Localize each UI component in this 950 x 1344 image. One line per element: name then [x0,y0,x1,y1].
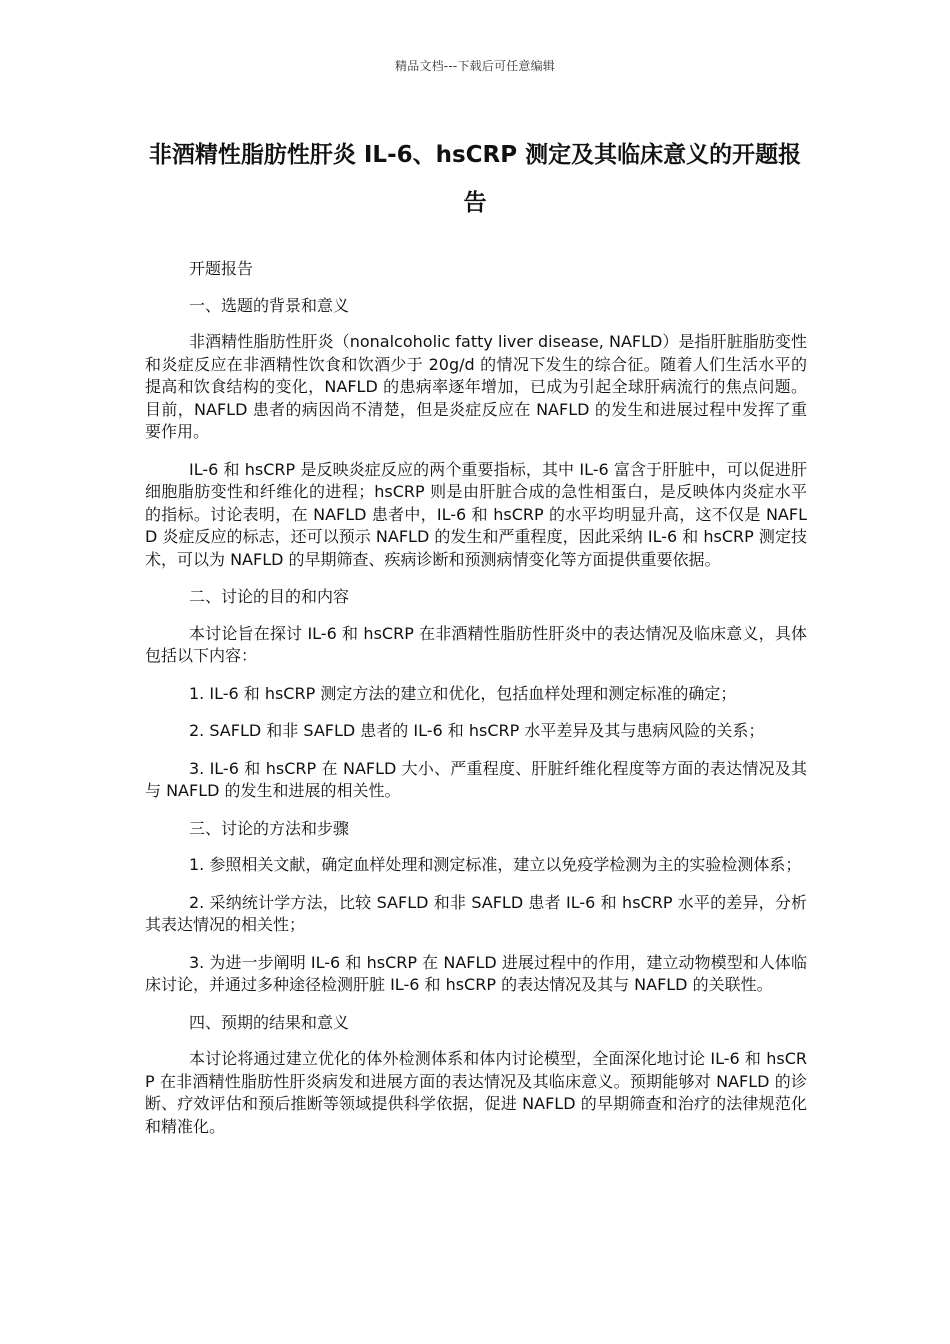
list-item-purpose-2: 2. SAFLD 和非 SAFLD 患者的 IL-6 和 hsCRP 水平差异及其与患病风险的关系； [189,721,765,740]
section-heading-purpose: 二、讨论的目的和内容 [189,587,350,606]
paragraph-background-1: 非酒精性脂肪性肝炎（nonalcoholic fatty liver disease, NAFLD）是指肝脏脂肪变性和炎症反应在非酒精性饮食和饮酒少于 20g/d 的情况下发生的综合征。随着人们生活水平的提高和饮食结构的变化，NAFLD 的患病率逐年增加，已成为引起全球肝病流行的焦点问题。目前，NAFLD 患者的病因尚不清楚，但是炎症反应在 NAFLD 的发生和进展过程中发挥了重要作用。 [145,332,807,441]
document-body [145,258,807,1153]
header-note: 精品文档---下载后可任意编辑 [395,59,555,73]
paragraph-background-2: IL-6 和 hsCRP 是反映炎症反应的两个重要指标，其中 IL-6 富含于肝脏中，可以促进肝细胞脂肪变性和纤维化的进程；hsCRP 则是由肝脏合成的急性相蛋白，是反映体内炎症水平的指标。讨论表明，在 NAFLD 患者中，IL-6 和 hsCRP 的水平均明显升高，这不仅是 NAFLD 炎症反应的标志，还可以预示 NAFLD 的发生和严重程度，因此采纳 IL-6 和 hsCRP 测定技术，可以为 NAFLD 的早期筛查、疾病诊断和预测病情变化等方面提供重要依据。 [145,459,807,569]
document-title: 非酒精性脂肪性肝炎 IL-6、hsCRP 测定及其临床意义的开题报告 [148,142,802,216]
list-item-purpose-3: 3. IL-6 和 hsCRP 在 NAFLD 大小、严重程度、肝脏纤维化程度等方面的表达情况及其与 NAFLD 的发生和进展的相关性。 [145,758,807,800]
list-item-purpose-1: 1. IL-6 和 hsCRP 测定方法的建立和优化，包括血样处理和测定标准的确定； [189,683,737,703]
section-heading-background: 一、选题的背景和意义 [189,295,350,315]
list-item-methods-3: 3. 为进一步阐明 IL-6 和 hsCRP 在 NAFLD 进展过程中的作用，建立动物模型和人体临床讨论，并通过多种途径检测肝脏 IL-6 和 hsCRP 的表达情况及其与 NAFLD 的关联性。 [145,952,807,994]
section-heading-methods: 三、讨论的方法和步骤 [189,818,350,838]
section-heading-results: 四、预期的结果和意义 [189,1012,350,1032]
paragraph-results: 本讨论将通过建立优化的体外检测体系和体内讨论模型，全面深化地讨论 IL-6 和 hsCRP 在非酒精性脂肪性肝炎病发和进展方面的表达情况及其临床意义。预期能够对 NAFLD 的诊断、疗效评估和预后推断等领域提供科学依据，促进 NAFLD 的早期筛查和治疗的法律规范化和精准化。 [145,1049,807,1136]
list-item-methods-2: 2. 采纳统计学方法，比较 SAFLD 和非 SAFLD 患者 IL-6 和 hsCRP 水平的差异，分析其表达情况的相关性； [145,892,807,934]
paragraph-purpose: 本讨论旨在探讨 IL-6 和 hsCRP 在非酒精性脂肪性肝炎中的表达情况及临床意义，具体包括以下内容： [145,623,807,665]
list-item-methods-1: 1. 参照相关文献，确定血样处理和测定标准，建立以免疫学检测为主的实验检测体系； [189,855,802,874]
report-label: 开题报告 [189,259,254,278]
